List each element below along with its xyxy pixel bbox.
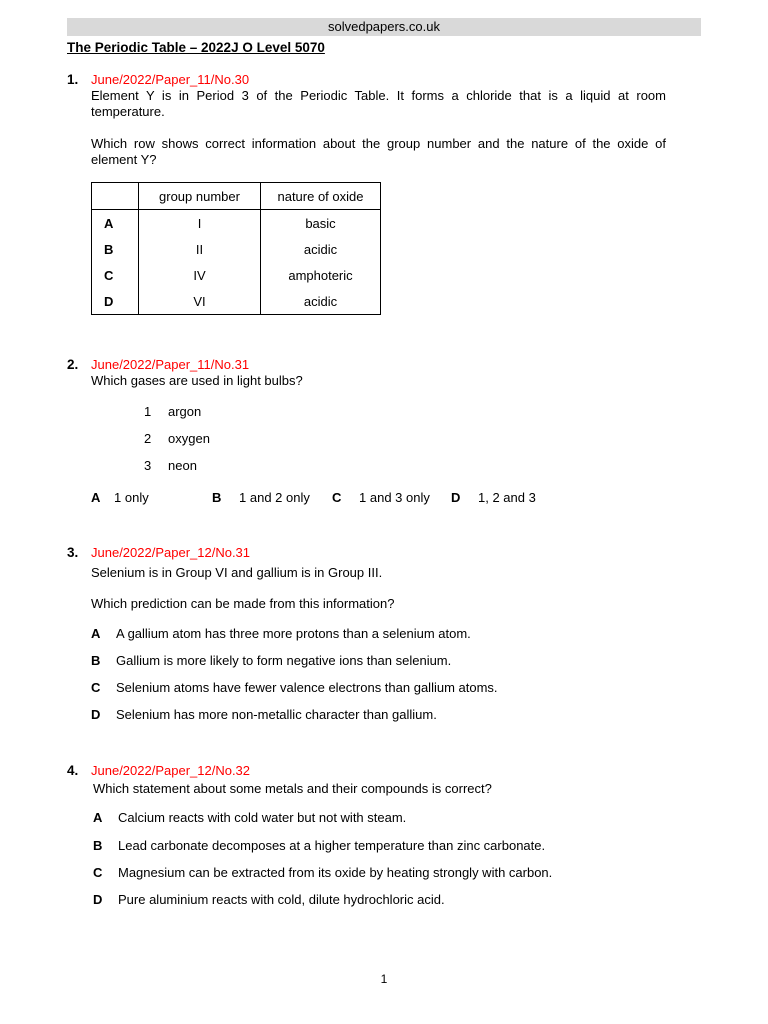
statement-text: neon	[168, 458, 197, 473]
question-3-number: 3.	[67, 545, 79, 560]
option-text: Selenium has more non-metallic character than gallium.	[116, 707, 437, 722]
table-row	[92, 288, 381, 315]
table-row-nature: acidic	[261, 288, 381, 315]
site-header: solvedpapers.co.uk	[67, 18, 701, 36]
table-row-nature: amphoteric	[261, 262, 381, 288]
statement-number: 3	[144, 458, 152, 473]
choice-text: 1 only	[114, 490, 149, 505]
table-row-group: I	[139, 210, 261, 237]
choice-text: 1 and 3 only	[359, 490, 430, 505]
option-letter: D	[93, 892, 103, 907]
table-row-group: II	[139, 236, 261, 262]
table-row-group: VI	[139, 288, 261, 315]
choice-letter: C	[332, 490, 342, 505]
option-text: Pure aluminium reacts with cold, dilute hydrochloric acid.	[118, 892, 445, 907]
table-header-row	[92, 183, 381, 210]
question-2-reference: June/2022/Paper_11/No.31	[91, 357, 250, 372]
table-row	[92, 236, 381, 262]
choice-letter: D	[451, 490, 461, 505]
choice-a	[91, 490, 149, 505]
option-letter: C	[91, 680, 101, 695]
choice-letter: B	[212, 490, 222, 505]
question-2-number: 2.	[67, 357, 79, 372]
question-1-stem: Element Y is in Period 3 of the Periodic Table. It forms a chloride that is a liquid at room temperature.	[91, 88, 666, 119]
table-row-letter: C	[92, 262, 139, 288]
question-2-prompt: Which gases are used in light bulbs?	[91, 373, 303, 388]
option-letter: A	[91, 626, 101, 641]
table-row-nature: basic	[261, 210, 381, 237]
question-1-prompt: Which row shows correct information about the group number and the nature of the oxide of element Y?	[91, 136, 666, 167]
question-4-prompt: Which statement about some metals and their compounds is correct?	[93, 781, 492, 796]
choice-letter: A	[91, 490, 101, 505]
question-1-reference: June/2022/Paper_11/No.30	[91, 72, 250, 87]
question-1-number: 1.	[67, 72, 79, 87]
question-3-stem: Selenium is in Group VI and gallium is in Group III.	[91, 565, 383, 580]
document-title: The Periodic Table – 2022J O Level 5070	[67, 40, 325, 55]
option-letter: B	[91, 653, 101, 668]
table-row-letter: D	[92, 288, 139, 315]
choice-b	[212, 490, 310, 505]
question-4-reference: June/2022/Paper_12/No.32	[91, 763, 251, 778]
option-text: Calcium reacts with cold water but not with steam.	[118, 810, 407, 825]
table-row-nature: acidic	[261, 236, 381, 262]
table-header-group-number: group number	[139, 183, 261, 210]
question-4-number: 4.	[67, 763, 79, 778]
option-text: Lead carbonate decomposes at a higher temperature than zinc carbonate.	[118, 838, 546, 853]
choice-c	[332, 490, 430, 505]
statement-text: argon	[168, 404, 202, 419]
table-row	[92, 262, 381, 288]
choice-text: 1, 2 and 3	[478, 490, 536, 505]
question-3-prompt: Which prediction can be made from this information?	[91, 596, 395, 611]
option-text: Gallium is more likely to form negative ions than selenium.	[116, 653, 452, 668]
table-header-blank	[92, 183, 139, 210]
table-row-group: IV	[139, 262, 261, 288]
statement-number: 1	[144, 404, 152, 419]
option-letter: B	[93, 838, 103, 853]
question-3-reference: June/2022/Paper_12/No.31	[91, 545, 251, 560]
option-letter: A	[93, 810, 103, 825]
question-1-options-table	[91, 182, 381, 315]
choice-d	[451, 490, 536, 505]
table-header-nature-of-oxide: nature of oxide	[261, 183, 381, 210]
option-text: Magnesium can be extracted from its oxide by heating strongly with carbon.	[118, 865, 553, 880]
option-letter: D	[91, 707, 101, 722]
table-row-letter: B	[92, 236, 139, 262]
option-text: Selenium atoms have fewer valence electrons than gallium atoms.	[116, 680, 498, 695]
option-letter: C	[93, 865, 103, 880]
page-number: 1	[380, 972, 388, 986]
choice-text: 1 and 2 only	[239, 490, 310, 505]
table-row-letter: A	[92, 210, 139, 237]
statement-text: oxygen	[168, 431, 210, 446]
statement-number: 2	[144, 431, 152, 446]
option-text: A gallium atom has three more protons than a selenium atom.	[116, 626, 471, 641]
table-row	[92, 210, 381, 237]
